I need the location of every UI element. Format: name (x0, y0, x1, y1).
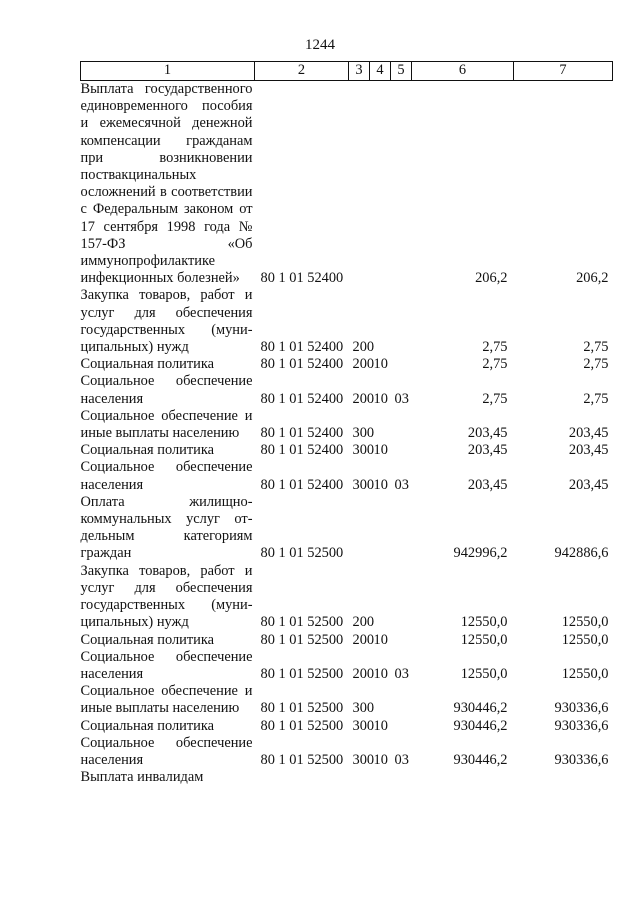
table-body (81, 81, 613, 787)
table-row (81, 735, 613, 769)
row-code: 80 1 01 52500 (260, 631, 344, 648)
row-value-col6: 203,45 (467, 442, 508, 459)
row-value-col7: 203,45 (568, 476, 609, 493)
row-section: 10 (373, 442, 388, 459)
header-col-3: 3 (349, 62, 370, 81)
row-type: 300 (352, 700, 375, 717)
row-type: 300 (352, 476, 375, 493)
table-row (81, 718, 613, 735)
row-subsection (391, 442, 412, 459)
row-subsection (391, 81, 412, 288)
row-code: 80 1 01 52500 (260, 717, 344, 734)
header-col-6: 6 (412, 62, 514, 81)
row-subsection (391, 769, 412, 786)
row-value-col7: 930336,6 (554, 700, 609, 717)
row-section (370, 494, 391, 563)
row-type (349, 81, 370, 288)
row-value-col7: 930336,6 (554, 751, 609, 768)
row-name: Социальная политика (80, 717, 214, 734)
row-code: 80 1 01 52400 (260, 425, 344, 442)
row-section: 10 (373, 751, 388, 768)
row-value-col6: 12550,0 (460, 665, 508, 682)
row-name: Выплата инвалидам (80, 769, 204, 786)
row-value-col7: 2,75 (583, 390, 609, 407)
table-header (81, 62, 613, 81)
page-number: 1244 (305, 37, 335, 53)
row-subsection: 03 (394, 476, 409, 493)
row-subsection: 03 (394, 390, 409, 407)
row-value-col7: 942886,6 (554, 545, 609, 562)
row-type: 300 (352, 751, 375, 768)
row-section (370, 769, 391, 786)
table-row (81, 563, 613, 632)
row-value-col6: 930446,2 (453, 717, 508, 734)
row-subsection (391, 356, 412, 373)
budget-table (80, 61, 613, 786)
row-value-col7: 12550,0 (561, 614, 609, 631)
row-value-col7 (514, 769, 613, 786)
row-value-col7: 203,45 (568, 442, 609, 459)
table-row (81, 632, 613, 649)
row-name: Социальное обеспечение и иные выплаты населению (80, 407, 253, 442)
row-subsection (391, 632, 412, 649)
row-subsection: 03 (394, 751, 409, 768)
row-subsection (391, 718, 412, 735)
row-name: Социальная политика (80, 442, 214, 459)
row-subsection (391, 408, 412, 442)
header-col-5: 5 (391, 62, 412, 81)
row-name: Выплата государственного единовременного пособия и ежемесячной денежной компенсации гражданам при возникновении поствакцинальных осложнений в соответствии с Федеральным законом от 17 сентября 1998 года № 157-ФЗ «Об иммунопрофилактике инфекционных болезней» (80, 81, 253, 287)
row-type: 200 (352, 390, 375, 407)
row-name: Закупка товаров, работ и услуг для обеспечения государственных (муниципальных) нужд (80, 562, 253, 631)
row-value-col6: 203,45 (467, 476, 508, 493)
row-name: Закупка товаров, работ и услуг для обеспечения государственных (муниципальных) нужд (80, 287, 253, 356)
row-name: Социальное обеспечение населения (80, 734, 253, 768)
row-subsection (391, 683, 412, 717)
row-value-col6: 2,75 (482, 339, 508, 356)
header-col-1: 1 (81, 62, 255, 81)
row-value-col6: 942996,2 (453, 545, 508, 562)
table-row (81, 494, 613, 563)
row-code: 80 1 01 52500 (260, 545, 344, 562)
row-section: 10 (373, 476, 388, 493)
row-type: 200 (352, 339, 375, 356)
row-value-col6 (412, 769, 514, 786)
table-row (81, 81, 613, 288)
row-code: 80 1 01 52400 (260, 270, 344, 287)
row-type: 200 (352, 665, 375, 682)
row-subsection (391, 287, 412, 356)
row-value-col7: 12550,0 (561, 665, 609, 682)
row-subsection: 03 (394, 665, 409, 682)
row-section: 10 (373, 390, 388, 407)
row-value-col7: 930336,6 (554, 717, 609, 734)
row-name: Социальная политика (80, 356, 214, 373)
header-row (81, 62, 613, 81)
row-name: Социальная политика (80, 631, 214, 648)
header-col-2: 2 (255, 62, 349, 81)
row-code: 80 1 01 52500 (260, 751, 344, 768)
row-value-col6: 12550,0 (460, 614, 508, 631)
row-section: 10 (373, 665, 388, 682)
row-value-col7: 206,2 (576, 270, 609, 287)
table-row (81, 373, 613, 407)
row-subsection (391, 563, 412, 632)
row-name: Социальное обеспечение населения (80, 648, 253, 682)
row-code (255, 769, 349, 786)
table-row (81, 459, 613, 493)
row-value-col7: 12550,0 (561, 631, 609, 648)
row-type (349, 494, 370, 563)
row-value-col6: 203,45 (467, 425, 508, 442)
row-section: 10 (373, 717, 388, 734)
row-value-col6: 930446,2 (453, 751, 508, 768)
row-code: 80 1 01 52500 (260, 614, 344, 631)
row-code: 80 1 01 52400 (260, 476, 344, 493)
row-type: 300 (352, 717, 375, 734)
row-section: 10 (373, 356, 388, 373)
table-row (81, 649, 613, 683)
table-row (81, 769, 613, 786)
row-type: 200 (352, 614, 375, 631)
row-name: Социальное обеспечение населения (80, 459, 253, 493)
row-value-col7: 2,75 (583, 356, 609, 373)
row-code: 80 1 01 52400 (260, 356, 344, 373)
row-code: 80 1 01 52500 (260, 700, 344, 717)
row-section (370, 81, 391, 288)
row-section: 10 (373, 631, 388, 648)
row-code: 80 1 01 52500 (260, 665, 344, 682)
row-value-col6: 2,75 (482, 390, 508, 407)
row-type: 300 (352, 442, 375, 459)
header-col-4: 4 (370, 62, 391, 81)
row-type: 200 (352, 356, 375, 373)
row-type (349, 769, 370, 786)
row-code: 80 1 01 52400 (260, 390, 344, 407)
table-row (81, 442, 613, 459)
row-type: 300 (352, 425, 375, 442)
row-type: 200 (352, 631, 375, 648)
header-col-7: 7 (514, 62, 613, 81)
row-name: Социальное обеспечение населения (80, 373, 253, 407)
table-row (81, 356, 613, 373)
table-row (81, 408, 613, 442)
row-name: Социальное обеспечение и иные выплаты населению (80, 683, 253, 717)
row-code: 80 1 01 52400 (260, 442, 344, 459)
row-subsection (391, 494, 412, 563)
row-value-col6: 12550,0 (460, 631, 508, 648)
row-value-col7: 203,45 (568, 425, 609, 442)
table-row (81, 287, 613, 356)
row-name: Оплата жилищно-коммунальных услуг отдельным категориям граждан (80, 493, 253, 562)
row-code: 80 1 01 52400 (260, 339, 344, 356)
row-value-col6: 206,2 (475, 270, 508, 287)
row-value-col6: 2,75 (482, 356, 508, 373)
row-value-col7: 2,75 (583, 339, 609, 356)
table-row (81, 683, 613, 717)
budget-table-container (80, 61, 612, 786)
row-value-col6: 930446,2 (453, 700, 508, 717)
